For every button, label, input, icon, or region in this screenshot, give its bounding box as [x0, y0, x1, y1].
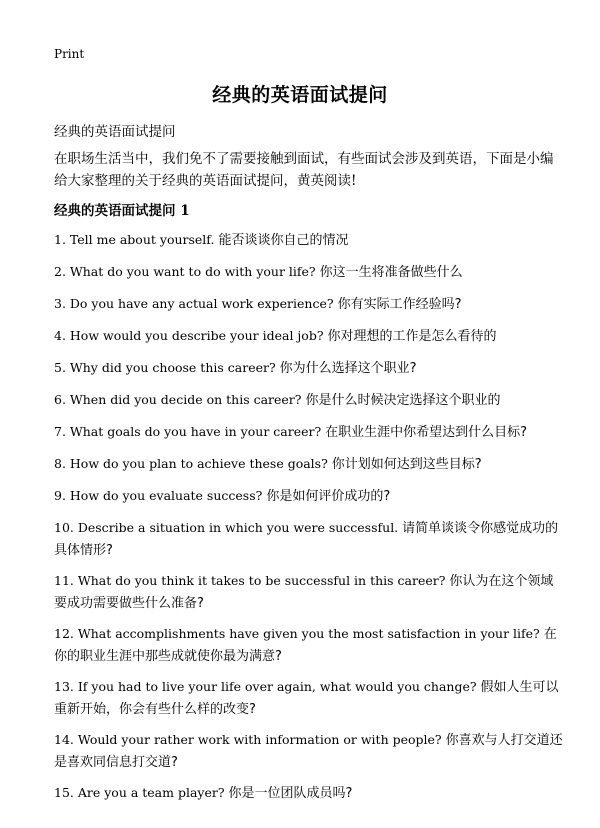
- question-english: 12. What accomplishments have given you the most satisfaction in your life?: [54, 626, 540, 641]
- question-english: 15. Are you a team player?: [54, 785, 225, 800]
- print-label[interactable]: Print: [54, 47, 85, 61]
- section-heading: 经典的英语面试提问 1: [54, 203, 190, 219]
- question-item: [54, 782, 564, 814]
- intro-paragraph: 在职场生活当中，我们免不了需要接触到面试，有些面试会涉及到英语，下面是小编给大家整理的关于经典的英语面试提问，黄英阅读!: [54, 151, 554, 189]
- question-chinese: 在职业生涯中你希望达到什么目标?: [325, 425, 528, 440]
- question-english: 1. Tell me about yourself.: [54, 232, 215, 247]
- question-item: [54, 453, 564, 485]
- question-english: 14. Would your rather work with information or with people?: [54, 732, 442, 747]
- question-chinese: 在你的职业生涯中那些成就使你最为满意?: [54, 627, 557, 664]
- question-item: [54, 485, 564, 517]
- question-item: [54, 623, 564, 676]
- question-english: 10. Describe a situation in which you were successful.: [54, 520, 399, 535]
- question-english: 5. Why did you choose this career?: [54, 360, 276, 375]
- question-item: [54, 421, 564, 453]
- question-chinese: 你为什么选择这个职业?: [279, 361, 417, 376]
- question-chinese: 你有实际工作经验吗?: [337, 297, 462, 312]
- question-chinese: 你对理想的工作是怎么看待的: [327, 329, 497, 344]
- question-item: [54, 261, 564, 293]
- question-english: 13. If you had to live your life over again, what would you change?: [54, 679, 477, 694]
- document-subtitle: 经典的英语面试提问: [54, 124, 176, 140]
- question-english: 3. Do you have any actual work experience?: [54, 296, 334, 311]
- question-chinese: 你认为在这个领域要成功需要做些什么准备?: [54, 574, 554, 611]
- question-list: [54, 229, 564, 814]
- question-chinese: 你计划如何达到这些目标?: [331, 457, 482, 472]
- question-item: [54, 517, 564, 570]
- question-chinese: 能否谈谈你自己的情况: [218, 233, 349, 248]
- question-english: 6. When did you decide on this career?: [54, 392, 302, 407]
- question-english: 4. How would you describe your ideal job?: [54, 328, 324, 343]
- question-chinese: 你是如何评价成功的?: [266, 489, 391, 504]
- question-chinese: 你是一位团队成员吗?: [228, 786, 353, 801]
- question-english: 11. What do you think it takes to be successful in this career?: [54, 573, 446, 588]
- question-english: 9. How do you evaluate success?: [54, 488, 263, 503]
- question-item: [54, 570, 564, 623]
- question-item: [54, 357, 564, 389]
- question-english: 2. What do you want to do with your life?: [54, 264, 316, 279]
- question-item: [54, 229, 564, 261]
- question-chinese: 请简单谈谈令你感觉成功的具体情形?: [54, 521, 559, 558]
- question-chinese: 你这一生将准备做些什么: [319, 265, 463, 280]
- question-item: [54, 389, 564, 421]
- document-title: 经典的英语面试提问: [212, 84, 388, 106]
- question-english: 8. How do you plan to achieve these goals?: [54, 456, 328, 471]
- question-item: [54, 729, 564, 782]
- question-item: [54, 676, 564, 729]
- question-item: [54, 293, 564, 325]
- question-item: [54, 325, 564, 357]
- question-chinese: 你喜欢与人打交道还是喜欢同信息打交道?: [54, 733, 563, 770]
- question-english: 7. What goals do you have in your career?: [54, 424, 322, 439]
- question-chinese: 假如人生可以重新开始，你会有些什么样的改变?: [54, 680, 559, 717]
- question-chinese: 你是什么时候决定选择这个职业的: [305, 393, 501, 408]
